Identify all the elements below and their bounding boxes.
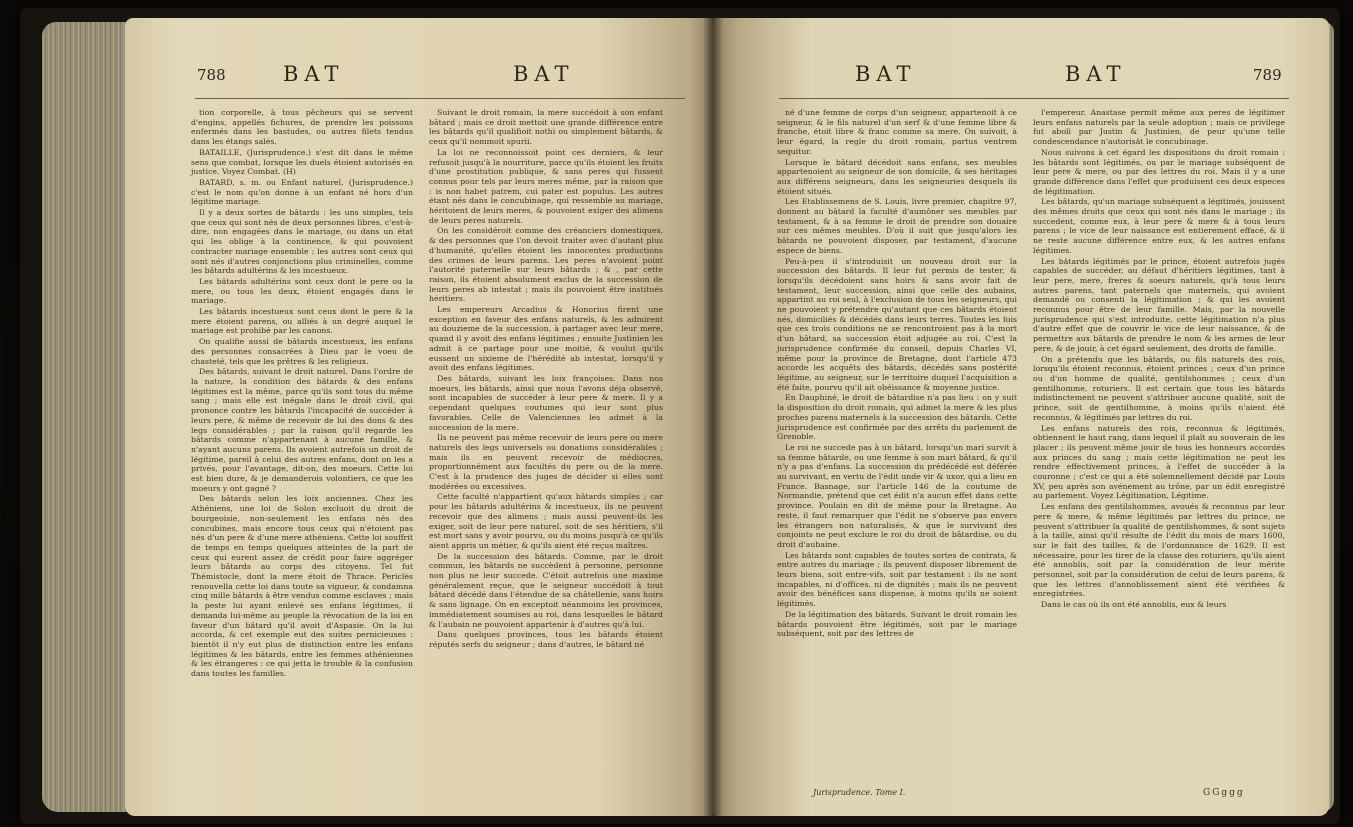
paragraph: Peu-à-peu il s'introduisit un nouveau droit sur la succession des bâtards. Il leur fut permis de tester, & lorsqu'ils décédoient sans hoirs & sans avoir fait de testament, leur succession, ainsi que celle des aubains, appartint au roi seul, à l'exclusion de tous les seigneurs, qui ne pouvoient y prétendre qu'autant que ces bâtards étoient nés, domiciliés & décédés dans leurs terres. Toutes les fois que ces trois conditions ne se rencontroient pas à la mort d'un bâtard, sa succession étoit adjugée au roi. C'est la jurisprudence confirmée du conseil, depuis Charles VI, même pour la province de Bretagne, dont l'article 473 accorde les acquêts des bâtards, décédés sans postérité légitime, au seigneur, sur le territoire duquel l'acquisition a été faite, pourvu qu'il ait obéissance & moyenne justice. — [777, 256, 1017, 392]
paragraph: Dans le cas où ils ont été annoblis, eux & leurs — [1041, 600, 1227, 610]
header-rule — [779, 98, 1289, 99]
paragraph: Cette faculté n'appartient qu'aux bâtards simples ; car pour les bâtards adultérins & incestueux, ils ne peuvent recevoir que des alimens ; mais aussi peuvent-ils les exiger, soit de leur pere naturel, soit de ses héritiers, s'il est mort sans y avoir pourvu, ou du moins jusqu'à ce qu'ils aient appris un métier, & qu'ils aient été reçus maîtres. — [429, 492, 663, 550]
paragraph: On a prétendu que les bâtards, ou fils naturels des rois, lorsqu'ils étoient reconnus, étoient princes ; ceux d'un prince ou d'un homme de qualité, gentilshommes ; ceux d'un gentilhomme, roturiers. Il est certain que tous les bâtards indistinctement ne peuvent s'attribuer aucune qualité, soit de prince, soit de gentilhomme, à moins qu'ils n'aient été reconnus, & légitimés par lettres du roi. — [1033, 354, 1285, 422]
paragraph: Les bâtards légitimés par le prince, étoient autrefois jugés capables de succéder, au défaut d'héritiers légitimes, tant à leur pere, mere, freres & soeurs naturels, qu'à tous leurs autres parens, tant paternels que maternels, qui avoient demandé ou consenti la légitimation ; & qui les avoient reconnus pour être de leur famille. Mais, par la nouvelle jurisprudence qui s'est introduite, cette légitimation n'a plus d'autre effet que de couvrir le vice de leur naissance, & de permettre aux bâtards de prendre le nom & les armes de leur pere, & de jouir, à cet égard seulement, des droits de famille. — [1033, 256, 1285, 353]
page-number: 788 — [197, 66, 226, 84]
paragraph: Des bâtards, suivant les loix françoises. Dans nos moeurs, les bâtards, ainsi que nous l'avons déja observé, sont incapables de succéder à leur pere & mere. Il y a cependant quelques coutumes qui leur sont plus favorables. Celle de Valenciennes les admet à la succession de la mere. — [429, 373, 663, 432]
running-header: BAT — [855, 62, 917, 86]
paragraph: Les enfans naturels des rois, reconnus & légitimés, obtiennent le haut rang, dans lequel il plaît au souverain de les placer ; ils peuvent même jouir de tous les honneurs accordés aux princes du sang ; mais cette légitimation ne peut les rendre effectivement princes, à l'effet de succéder à la couronne ; c'est ce qui a été solemnellement décidé par Louis XV, peu après son avénement au trône, par un édit enregistré au parlement. Voyez Légitimation, Légitime. — [1033, 423, 1285, 501]
paragraph: Les bâtards, qu'un mariage subséquent a légitimés, jouissent des mêmes droits que ceux qui sont nés dans le mariage ; ils succedent, comme eux, à leur pere & mere & à tous leurs parens ; le vice de leur naissance est entierement effacé, & il ne reste aucune différence entre eux, & les autres enfans légitimes. — [1033, 197, 1285, 255]
paragraph: Il y a deux sortes de bâtards : les uns simples, tels que ceux qui sont nés de deux personnes libres, c'est-à-dire, non engagées dans le mariage, ou dans un état qui les oblige à la continence, & qui pouvoient contracter mariage ensemble : les autres sont ceux qui sont nés d'autres conjonctions plus criminelles, comme les bâtards adultérins & les incestueux. — [191, 208, 413, 276]
paragraph: Le roi ne succede pas à un bâtard, lorsqu'un mari survit à sa femme bâtarde, ou une femme à son mari bâtard, & qu'il n'y a pas d'enfans. La succession du prédécédé est déférée au survivant, en vertu de l'édit unde vir & uxor, qui a lieu en France. Basnage, sur l'article 146 de la coutume de Normandie, prétend que cet édit n'a aucun effet dans cette province. Poulain en dit de même pour la Bretagne. Au reste, il faut remarquer que l'édit ne s'observe pas envers les étrangers non naturalisés, & que le survivant des conjoints ne peut exclure le roi du droit de bâtardise, ou du droit d'aubaine. — [777, 442, 1017, 549]
paragraph: Suivant le droit romain, la mere succédoit à son enfant bâtard ; mais ce droit mettoit une grande différence entre les bâtards qu'il qualifioit nothi ou simplement bâtards, & ceux qu'il nommoit spurii. — [429, 108, 663, 147]
paragraph: De la légitimation des bâtards. Suivant le droit romain les bâtards pouvoient être légitimés, soit par le mariage subséquent, soit par des lettres de — [777, 609, 1017, 639]
text-column-1 — [777, 108, 1017, 640]
paragraph: BATARD, s. m. ou Enfant naturel, (Jurisprudence.) c'est le nom qu'on donne à un enfant né hors d'un légitime mariage. — [191, 177, 413, 207]
paragraph: BATAILLE, (Jurisprudence.) s'est dit dans le même sens que combat, lorsque les duels étoient autorisés en justice. Voyez Combat. (H) — [191, 147, 413, 177]
open-book — [20, 8, 1340, 824]
paragraph: l'empereur. Anastase permit même aux peres de légitimer leurs enfans naturels par la seule adoption ; mais ce privilege fut aboli par Justin & Justinien, de peur qu'une telle condescendance n'autorisât le concubinage. — [1033, 108, 1285, 147]
left-page-edges — [42, 22, 128, 812]
paragraph: En Dauphiné, le droit de bâtardise n'a pas lieu : on y suit la disposition du droit romain, qui admet la mere & les plus proches parens maternels à la succession des bâtards. Cette jurisprudence est confirmée par des arrêts du parlement de Grenoble. — [777, 393, 1017, 442]
paragraph: Les Etablissemens de S. Louis, livre premier, chapitre 97, donnent au bâtard la faculté d'aumôner ses meubles par testament, & à sa femme le droit de prendre son douaire sur ces mêmes meubles. D'où il suit que jusqu'alors les bâtards ne pouvoient disposer, par testament, d'aucune espece de biens. — [777, 197, 1017, 255]
right-page — [713, 18, 1329, 816]
page-number: 789 — [1253, 66, 1282, 84]
paragraph: On les considéroit comme des créanciers domestiques, & des personnes que l'on devoit traiter avec d'autant plus d'humanité, qu'elles étoient les innocentes productions des crimes de leurs parens. Les peres n'avoient point l'autorité paternelle sur leurs bâtards ; & , par cette raison, ils étoient absolument exclus de la succession de leurs peres ab intestat ; mais ils pouvoient être institués héritiers. — [429, 226, 663, 304]
paragraph: On qualifie aussi de bâtards incestueux, les enfans des personnes consacrées à Dieu par le voeu de chasteté, tels que les prêtres & les religieux. — [191, 337, 413, 366]
text-column-2 — [1033, 108, 1285, 611]
paragraph: Les bâtards sont capables de toutes sortes de contrats, & entre autres du mariage ; ils peuvent disposer librement de leurs biens, soit entre-vifs, soit par testament : ils ne sont incapables, ni d'offices, ni de dignités ; mais ils ne peuvent avoir des bénéfices sans dispense, à moins qu'ils ne soient légitimés. — [777, 550, 1017, 609]
paragraph: Les empereurs Arcadius & Honorius firent une exception en faveur des enfans naturels, & les admirent au douzieme de la succession, à partager avec leur mere, quand il y avoit des enfans légitimes ; ensuite Justinien les admit à ce partage pour une moitié, & voulut qu'ils eussent un sixieme de l'hérédité ab intestat, lorsqu'il y avoit des enfans légitimes. — [429, 305, 663, 373]
paragraph: Des bâtards, suivant le droit naturel. Dans l'ordre de la nature, la condition des bâtards & des enfans légitimes est la même, parce qu'ils sont tous du même sang ; mais elle est inégale dans le droit civil, qui prononce contre les bâtards l'incapacité de succéder à leurs pere, & même de recevoir de lui des dons & des legs considérables ; par la raison qu'il regarde les bâtards comme n'appartenant à aucune famille, & n'ayant aucuns parens. Ils avoient autrefois un droit de légitime, pareil à celui des autres enfans, dont on les a privés, pour l'avantage, dit-on, des moeurs. Cette loi est bien dure, & je demanderois volontiers, ce que les moeurs y ont gagné ? — [191, 367, 413, 493]
gutter-shadow — [703, 18, 723, 816]
paragraph: Nous suivons à cet égard les dispositions du droit romain : les bâtards sont légitimés, ou par le mariage subséquent de leur pere & mere, ou par des lettres du roi. Mais il y a une grande différence dans l'effet que produisent ces deux especes de légitimation. — [1033, 147, 1285, 196]
header-rule — [195, 98, 685, 99]
paragraph: La loi ne reconnoissoit point ces derniers, & leur refusoit jusqu'à la nourriture, parce qu'ils étoient les fruits d'une prostitution publique, & sans peres qui fussent connus pour tels par leurs meres même, par la raison que : is non habet patrem, cui pater est populus. Les autres étant nés dans le concubinage, qui ressemble au mariage, héritoient de leurs meres, & pouvoient exiger des alimens de leurs peres naturels. — [429, 147, 663, 225]
running-header: BAT — [1065, 62, 1127, 86]
footer-volume: Jurisprudence. Tome I. — [813, 788, 906, 797]
text-column-1 — [191, 108, 413, 680]
running-header: BAT — [283, 62, 345, 86]
paragraph: Dans quelques provinces, tous les bâtards étoient réputés serfs du seigneur ; dans d'autres, le bâtard né — [429, 630, 663, 649]
paragraph: Les bâtards adultérins sont ceux dont le pere ou la mere, ou tous les deux, étoient engagés dans le mariage. — [191, 276, 413, 306]
paragraph: né d'une femme de corps d'un seigneur, appartenoit à ce seigneur, & le fils naturel d'un serf & d'une femme libre & franche, étoit libre & franc comme sa mere. On suivoit, à leur égard, la regle du droit romain, partus ventrem sequitur. — [777, 108, 1017, 156]
paragraph: Des bâtards selon les loix anciennes. Chez les Athéniens, une loi de Solon excluoit du droit de bourgeoisie, non-seulement les enfans nés des concubines, mais encore tous ceux qui n'étoient pas nés d'un pere & d'une mere athéniens. Cette loi souffrit de temps en temps quelques atteintes de la part de ceux qui eurent assez de crédit pour faire aggréger leurs bâtards au corps des citoyens. Tel fut Thémistocle, dont la mere étoit de Thrace. Periclès renouvella cette loi dans toute sa vigueur, & condamna cinq mille bâtards à être vendus comme esclaves ; mais la peste lui ayant enlevé ses enfans légitimes, il demanda lui-même au peuple la révocation de la loi en faveur d'un bâtard qu'il avoit d'Aspasie. On la lui accorda, & cet exemple eut des suites pernicieuses : bientôt il n'y eut plus de distinction entre les enfans légitimes & les bâtards, entre les femmes athéniennes & les étrangeres : ce qui jetta le trouble & la confusion dans toutes les familles. — [191, 494, 413, 679]
paragraph: Les enfans des gentilshommes, avoués & reconnus par leur pere & mere, & même légitimés par lettres du prince, ne peuvent s'attribuer la qualité de gentilshommes, & sont sujets à la taille, ainsi qu'il résulte de l'édit du mois de mars 1600, sur le fait des tailles, & de l'ordonnance de 1629. Il est nécessaire, pour les tirer de la classe des roturiers, qu'ils aient été annoblis, soit par la considération de leur mérite personnel, soit par la considération de celui de leurs parens, & que les lettres d'annoblissement aient été vérifiées & enregistrées. — [1033, 502, 1285, 599]
paragraph: tion corporelle, à tous pêcheurs qui se servent d'engins, appellés fichures, de prendre les poissons enfermés dans les bastudes, ou autres filets tendus dans les étangs salés. — [191, 108, 413, 147]
text-column-2 — [429, 108, 663, 651]
paragraph: De la succession des bâtards. Comme, par le droit commun, les bâtards ne succèdent à personne, personne non plus ne leur succede. C'étoit autrefois une maxime généralement reçue, que le seigneur succédoit à tout bâtard décédé dans l'étendue de sa châtellenie, sans hoirs & sans lignage. On en exceptoit néanmoins les provinces, immédiatement soumises au roi, dans lesquelles le bâtard & l'aubain ne pouvoient appartenir à d'autres qu'à lui. — [429, 551, 663, 629]
left-page — [125, 18, 713, 816]
paragraph: Les bâtards incestueux sont ceux dont le pere & la mere étoient parens, ou alliés à un degré auquel le mariage est prohibé par les canons. — [191, 307, 413, 336]
running-header: BAT — [513, 62, 575, 86]
paragraph: Lorsque le bâtard décédoit sans enfans, ses meubles appartenoient au seigneur de son domicile, & ses héritages aux différens seigneurs, dans les seigneuries desquels ils étoient situés. — [777, 157, 1017, 196]
signature-mark: GGggg — [1203, 788, 1245, 798]
paragraph: Ils ne peuvent pas même recevoir de leurs pere ou mere naturels des legs universels ou donations considérables ; mais ils en peuvent recevoir de médiocres, proportionnément aux facultés du pere ou de la mere. C'est à la prudence des juges de décider si elles sont modérées ou excessives. — [429, 433, 663, 491]
